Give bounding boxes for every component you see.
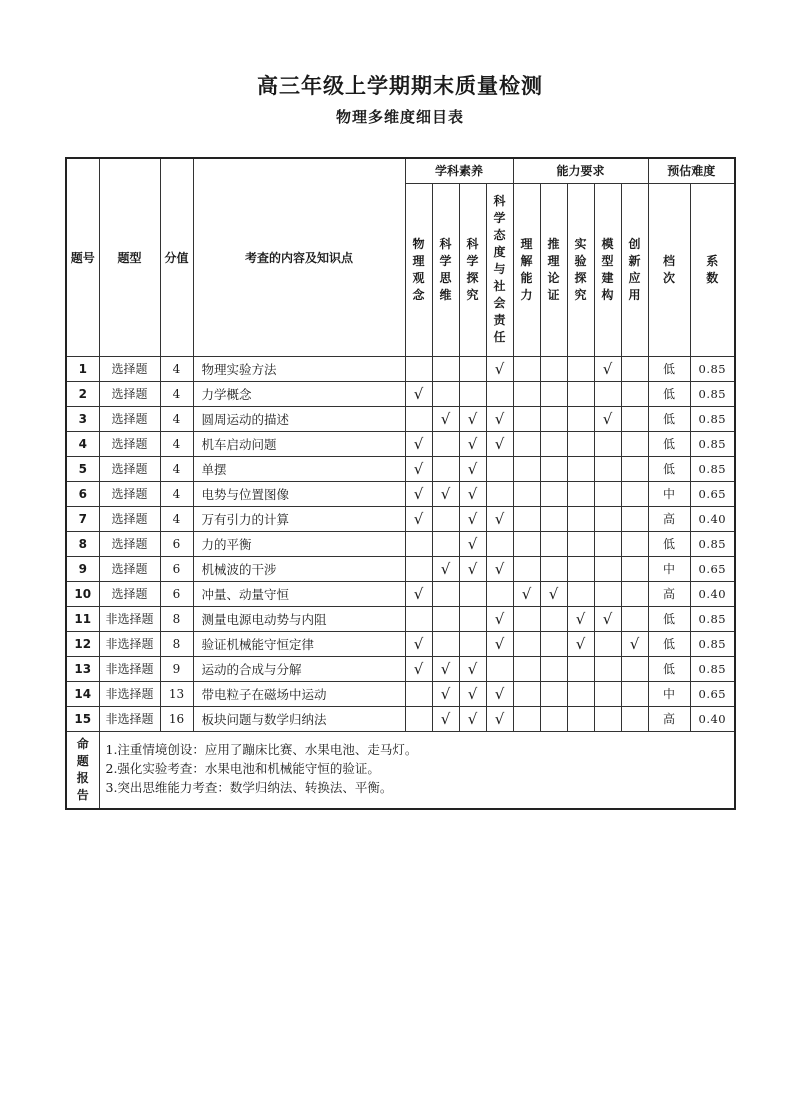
question-topic: 圆周运动的描述 [193, 406, 405, 431]
check-mark: √ [432, 406, 459, 431]
difficulty-coefficient: 0.85 [690, 456, 735, 481]
empty-cell [459, 606, 486, 631]
difficulty-level: 高 [648, 506, 690, 531]
question-number: 10 [66, 581, 99, 606]
empty-cell [621, 506, 648, 531]
question-score: 6 [160, 556, 193, 581]
empty-cell [594, 581, 621, 606]
table-row [66, 581, 735, 606]
empty-cell [540, 431, 567, 456]
table-row [66, 631, 735, 656]
empty-cell [594, 381, 621, 406]
empty-cell [513, 356, 540, 381]
empty-cell [621, 406, 648, 431]
difficulty-coefficient: 0.85 [690, 381, 735, 406]
empty-cell [540, 356, 567, 381]
difficulty-level: 低 [648, 531, 690, 556]
check-mark: √ [432, 656, 459, 681]
empty-cell [594, 706, 621, 731]
difficulty-coefficient: 0.85 [690, 531, 735, 556]
question-topic: 验证机械能守恒定律 [193, 631, 405, 656]
difficulty-level: 低 [648, 406, 690, 431]
empty-cell [567, 381, 594, 406]
question-score: 4 [160, 356, 193, 381]
question-type: 选择题 [99, 406, 160, 431]
empty-cell [513, 656, 540, 681]
check-mark: √ [486, 706, 513, 731]
question-score: 4 [160, 431, 193, 456]
difficulty-coefficient: 0.65 [690, 556, 735, 581]
empty-cell [594, 656, 621, 681]
question-score: 4 [160, 506, 193, 531]
empty-cell [594, 631, 621, 656]
empty-cell [459, 381, 486, 406]
table-row [66, 506, 735, 531]
question-score: 9 [160, 656, 193, 681]
header-ability-4: 模型建构 [594, 183, 621, 356]
empty-cell [567, 531, 594, 556]
question-topic: 电势与位置图像 [193, 481, 405, 506]
empty-cell [594, 556, 621, 581]
empty-cell [486, 656, 513, 681]
question-type: 选择题 [99, 381, 160, 406]
empty-cell [513, 681, 540, 706]
question-number: 5 [66, 456, 99, 481]
empty-cell [621, 556, 648, 581]
report-label: 命题报告 [66, 731, 99, 809]
empty-cell [594, 681, 621, 706]
question-number: 15 [66, 706, 99, 731]
check-mark: √ [459, 556, 486, 581]
empty-cell [621, 606, 648, 631]
empty-cell [432, 431, 459, 456]
check-mark: √ [459, 506, 486, 531]
empty-cell [567, 406, 594, 431]
difficulty-level: 低 [648, 656, 690, 681]
question-type: 选择题 [99, 531, 160, 556]
question-topic: 机械波的干涉 [193, 556, 405, 581]
check-mark: √ [405, 481, 432, 506]
header-group-literacy: 学科素养 [405, 158, 513, 183]
question-score: 6 [160, 531, 193, 556]
question-number: 3 [66, 406, 99, 431]
table-row [66, 531, 735, 556]
question-topic: 力学概念 [193, 381, 405, 406]
question-score: 6 [160, 581, 193, 606]
check-mark: √ [513, 581, 540, 606]
empty-cell [405, 356, 432, 381]
difficulty-level: 中 [648, 556, 690, 581]
empty-cell [540, 531, 567, 556]
question-type: 选择题 [99, 431, 160, 456]
empty-cell [432, 381, 459, 406]
difficulty-coefficient: 0.40 [690, 581, 735, 606]
table-row [66, 656, 735, 681]
check-mark: √ [594, 356, 621, 381]
empty-cell [513, 506, 540, 531]
check-mark: √ [567, 631, 594, 656]
check-mark: √ [486, 606, 513, 631]
header-ability-5: 创新应用 [621, 183, 648, 356]
empty-cell [540, 631, 567, 656]
check-mark: √ [486, 506, 513, 531]
question-type: 非选择题 [99, 656, 160, 681]
header-group-difficulty: 预估难度 [648, 158, 735, 183]
empty-cell [540, 706, 567, 731]
question-score: 4 [160, 406, 193, 431]
header-group-ability: 能力要求 [513, 158, 648, 183]
empty-cell [405, 406, 432, 431]
empty-cell [513, 381, 540, 406]
check-mark: √ [432, 706, 459, 731]
header-literacy-1: 物理观念 [405, 183, 432, 356]
exam-spec-table [65, 157, 736, 810]
empty-cell [432, 606, 459, 631]
check-mark: √ [405, 456, 432, 481]
empty-cell [486, 481, 513, 506]
empty-cell [594, 531, 621, 556]
check-mark: √ [486, 356, 513, 381]
empty-cell [513, 406, 540, 431]
table-row [66, 556, 735, 581]
check-mark: √ [405, 656, 432, 681]
document-title: 高三年级上学期期末质量检测 [257, 73, 543, 98]
check-mark: √ [594, 606, 621, 631]
question-score: 16 [160, 706, 193, 731]
check-mark: √ [405, 506, 432, 531]
check-mark: √ [432, 481, 459, 506]
empty-cell [621, 431, 648, 456]
question-type: 选择题 [99, 456, 160, 481]
question-number: 1 [66, 356, 99, 381]
question-score: 4 [160, 481, 193, 506]
empty-cell [513, 631, 540, 656]
empty-cell [486, 456, 513, 481]
difficulty-coefficient: 0.85 [690, 356, 735, 381]
question-topic: 运动的合成与分解 [193, 656, 405, 681]
question-type: 选择题 [99, 356, 160, 381]
check-mark: √ [486, 681, 513, 706]
question-score: 13 [160, 681, 193, 706]
empty-cell [513, 706, 540, 731]
question-topic: 单摆 [193, 456, 405, 481]
empty-cell [594, 506, 621, 531]
check-mark: √ [405, 631, 432, 656]
difficulty-level: 中 [648, 481, 690, 506]
difficulty-coefficient: 0.85 [690, 631, 735, 656]
question-type: 非选择题 [99, 706, 160, 731]
empty-cell [567, 581, 594, 606]
empty-cell [459, 356, 486, 381]
empty-cell [432, 506, 459, 531]
empty-cell [567, 706, 594, 731]
empty-cell [486, 531, 513, 556]
difficulty-coefficient: 0.85 [690, 406, 735, 431]
check-mark: √ [405, 581, 432, 606]
question-topic: 板块问题与数学归纳法 [193, 706, 405, 731]
check-mark: √ [405, 431, 432, 456]
empty-cell [432, 531, 459, 556]
empty-cell [513, 456, 540, 481]
report-line-2: 2.强化实验考查：水果电池和机械能守恒的验证。 [105, 760, 380, 776]
empty-cell [540, 481, 567, 506]
difficulty-level: 低 [648, 606, 690, 631]
report-line-3: 3.突出思维能力考查：数学归纳法、转换法、平衡。 [105, 779, 393, 795]
empty-cell [621, 356, 648, 381]
question-number: 2 [66, 381, 99, 406]
question-type: 非选择题 [99, 606, 160, 631]
question-number: 13 [66, 656, 99, 681]
header-score: 分值 [160, 158, 193, 356]
difficulty-level: 低 [648, 431, 690, 456]
question-topic: 物理实验方法 [193, 356, 405, 381]
empty-cell [432, 581, 459, 606]
empty-cell [405, 531, 432, 556]
check-mark: √ [459, 456, 486, 481]
empty-cell [513, 431, 540, 456]
header-difficulty-level: 档次 [648, 183, 690, 356]
empty-cell [540, 681, 567, 706]
empty-cell [621, 481, 648, 506]
question-topic: 测量电源电动势与内阻 [193, 606, 405, 631]
empty-cell [513, 556, 540, 581]
empty-cell [567, 681, 594, 706]
empty-cell [513, 481, 540, 506]
report-content [99, 731, 735, 809]
check-mark: √ [486, 631, 513, 656]
document-subtitle: 物理多维度细目表 [335, 108, 464, 126]
empty-cell [567, 431, 594, 456]
check-mark: √ [486, 431, 513, 456]
empty-cell [594, 456, 621, 481]
difficulty-coefficient: 0.40 [690, 506, 735, 531]
header-literacy-3: 科学探究 [459, 183, 486, 356]
empty-cell [540, 556, 567, 581]
difficulty-coefficient: 0.85 [690, 656, 735, 681]
check-mark: √ [432, 556, 459, 581]
empty-cell [621, 656, 648, 681]
question-number: 9 [66, 556, 99, 581]
question-score: 8 [160, 606, 193, 631]
empty-cell [621, 706, 648, 731]
empty-cell [621, 381, 648, 406]
empty-cell [540, 656, 567, 681]
empty-cell [432, 456, 459, 481]
difficulty-level: 中 [648, 681, 690, 706]
difficulty-coefficient: 0.40 [690, 706, 735, 731]
difficulty-coefficient: 0.85 [690, 431, 735, 456]
header-no: 题号 [66, 158, 99, 356]
empty-cell [621, 581, 648, 606]
question-number: 7 [66, 506, 99, 531]
table-row [66, 431, 735, 456]
header-difficulty-coef: 系数 [690, 183, 735, 356]
question-number: 14 [66, 681, 99, 706]
table-row [66, 456, 735, 481]
empty-cell [540, 506, 567, 531]
header-type: 题型 [99, 158, 160, 356]
empty-cell [405, 681, 432, 706]
table-row [66, 406, 735, 431]
question-number: 8 [66, 531, 99, 556]
table-row [66, 606, 735, 631]
header-topic: 考查的内容及知识点 [193, 158, 405, 356]
empty-cell [567, 556, 594, 581]
question-type: 非选择题 [99, 681, 160, 706]
question-type: 选择题 [99, 581, 160, 606]
empty-cell [567, 481, 594, 506]
difficulty-level: 高 [648, 581, 690, 606]
difficulty-coefficient: 0.65 [690, 681, 735, 706]
empty-cell [594, 481, 621, 506]
check-mark: √ [459, 681, 486, 706]
question-number: 11 [66, 606, 99, 631]
check-mark: √ [459, 706, 486, 731]
question-score: 4 [160, 381, 193, 406]
question-topic: 带电粒子在磁场中运动 [193, 681, 405, 706]
question-type: 选择题 [99, 556, 160, 581]
table-body [66, 356, 735, 731]
check-mark: √ [567, 606, 594, 631]
empty-cell [567, 506, 594, 531]
empty-cell [567, 356, 594, 381]
check-mark: √ [486, 556, 513, 581]
empty-cell [486, 381, 513, 406]
difficulty-level: 低 [648, 456, 690, 481]
question-topic: 机车启动问题 [193, 431, 405, 456]
empty-cell [459, 631, 486, 656]
table-row [66, 681, 735, 706]
question-topic: 万有引力的计算 [193, 506, 405, 531]
empty-cell [594, 431, 621, 456]
check-mark: √ [486, 406, 513, 431]
table-row [66, 356, 735, 381]
difficulty-level: 高 [648, 706, 690, 731]
empty-cell [567, 656, 594, 681]
empty-cell [513, 606, 540, 631]
header-ability-1: 理解能力 [513, 183, 540, 356]
check-mark: √ [459, 481, 486, 506]
table-row [66, 706, 735, 731]
question-score: 4 [160, 456, 193, 481]
report-line-1: 1.注重情境创设：应用了蹦床比赛、水果电池、走马灯。 [105, 741, 418, 757]
question-number: 12 [66, 631, 99, 656]
empty-cell [567, 456, 594, 481]
empty-cell [513, 531, 540, 556]
empty-cell [405, 556, 432, 581]
check-mark: √ [540, 581, 567, 606]
check-mark: √ [594, 406, 621, 431]
header-literacy-2: 科学思维 [432, 183, 459, 356]
check-mark: √ [405, 381, 432, 406]
difficulty-coefficient: 0.65 [690, 481, 735, 506]
empty-cell [540, 606, 567, 631]
empty-cell [621, 681, 648, 706]
question-type: 选择题 [99, 506, 160, 531]
empty-cell [432, 356, 459, 381]
question-number: 4 [66, 431, 99, 456]
check-mark: √ [459, 406, 486, 431]
difficulty-level: 低 [648, 631, 690, 656]
empty-cell [486, 581, 513, 606]
question-type: 非选择题 [99, 631, 160, 656]
empty-cell [459, 581, 486, 606]
empty-cell [540, 406, 567, 431]
difficulty-level: 低 [648, 356, 690, 381]
header-ability-3: 实验探究 [567, 183, 594, 356]
check-mark: √ [459, 531, 486, 556]
table-row [66, 481, 735, 506]
empty-cell [405, 706, 432, 731]
difficulty-level: 低 [648, 381, 690, 406]
empty-cell [540, 381, 567, 406]
empty-cell [432, 631, 459, 656]
check-mark: √ [621, 631, 648, 656]
table-row [66, 381, 735, 406]
difficulty-coefficient: 0.85 [690, 606, 735, 631]
header-ability-2: 推理论证 [540, 183, 567, 356]
empty-cell [621, 456, 648, 481]
check-mark: √ [459, 656, 486, 681]
question-type: 选择题 [99, 481, 160, 506]
empty-cell [405, 606, 432, 631]
question-topic: 力的平衡 [193, 531, 405, 556]
empty-cell [621, 531, 648, 556]
check-mark: √ [459, 431, 486, 456]
question-number: 6 [66, 481, 99, 506]
question-topic: 冲量、动量守恒 [193, 581, 405, 606]
empty-cell [540, 456, 567, 481]
check-mark: √ [432, 681, 459, 706]
header-literacy-4: 科学态度与社会责任 [486, 183, 513, 356]
question-score: 8 [160, 631, 193, 656]
